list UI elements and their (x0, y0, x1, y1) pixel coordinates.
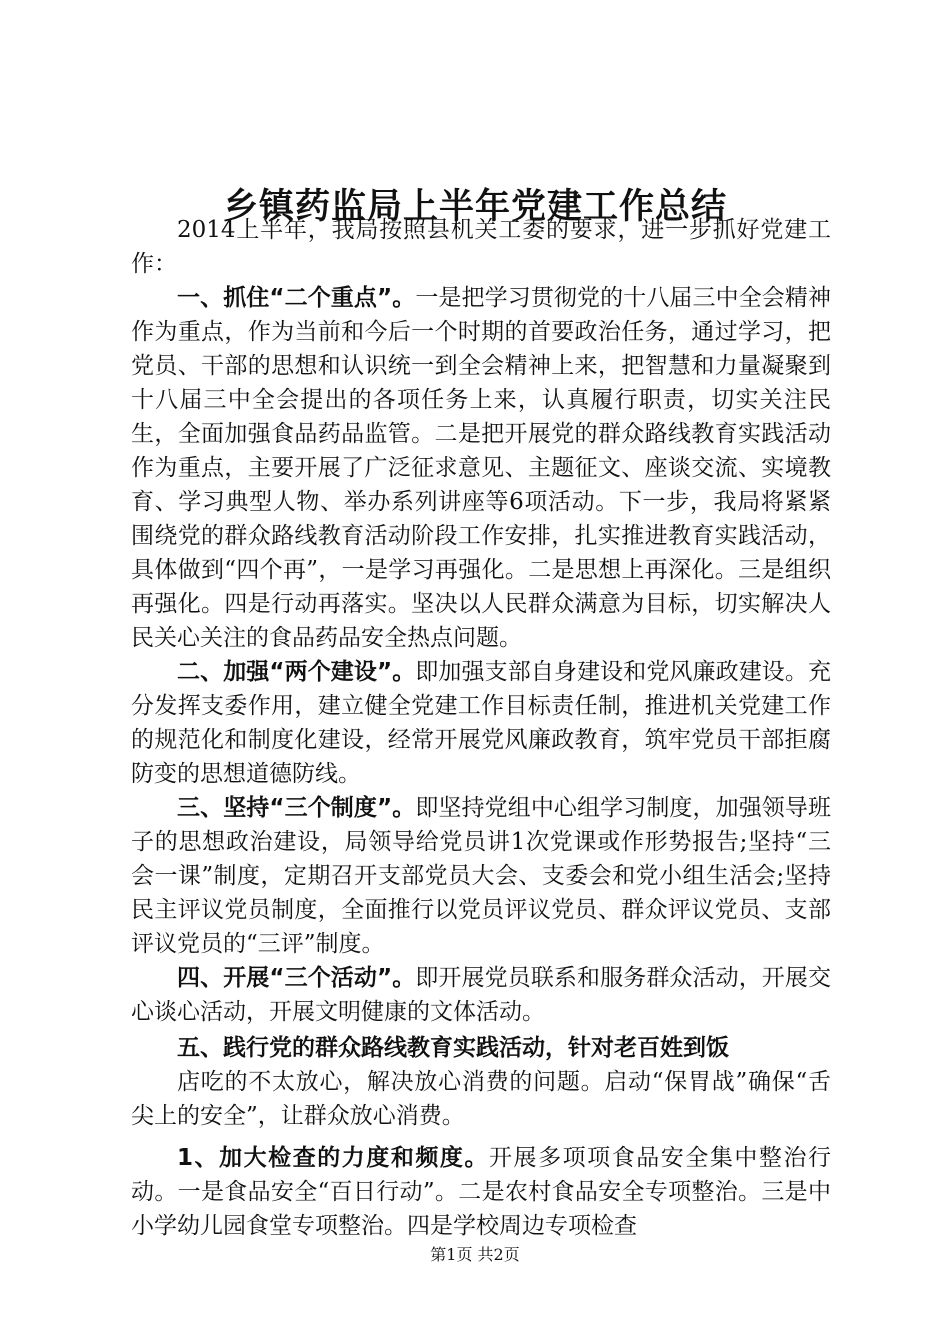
section-2-text: 即加强支部自身建设和党风廉政建设。充分发挥支委作用，建立健全党建工作目标责任制，推进机关党建工作的规范化和制度化建设，经常开展党风廉政教育，筑牢党员干部拒腐防变的思想道德防线。 (131, 659, 832, 787)
item-1-heading: 1、加大检查的力度和频度。 (177, 1145, 489, 1171)
page-footer: 第1页 共2页 (430, 1245, 520, 1264)
section-5-heading: 五、践行党的群众路线教育实践活动，针对老百姓到饭 (177, 1035, 729, 1061)
section-3-paragraph (131, 791, 831, 961)
section-2-paragraph (131, 655, 831, 791)
section-3-text: 即坚持党组中心组学习制度，加强领导班子的思想政治建设，局领导给党员讲1次党课或作形势报告;坚持“三会一课”制度，定期召开支部党员大会、支委会和党小组生活会;坚持民主评议党员制度，全面推行以党员评议党员、群众评议党员、支部评议党员的“三评”制度。 (131, 795, 832, 957)
section-4-text: 即开展党员联系和服务群众活动，开展交心谈心活动，开展文明健康的文体活动。 (131, 965, 832, 1025)
section-4-paragraph (131, 961, 831, 1029)
document-body (131, 213, 831, 1243)
section-2-heading: 二、加强“两个建设”。 (177, 659, 416, 685)
section-1-paragraph (131, 281, 831, 655)
item-1-text: 开展多项项食品安全集中整治行动。一是食品安全“百日行动”。二是农村食品安全专项整治。三是中小学幼儿园食堂专项整治。四是学校周边专项检查 (131, 1145, 831, 1239)
item-1-paragraph (131, 1141, 831, 1243)
document-title: 乡镇药监局上半年党建工作总结 (222, 186, 727, 227)
intro-paragraph: 2014上半年，我局按照县机关工委的要求，进一步抓好党建工作： (131, 217, 831, 277)
section-5-paragraph: 店吃的不太放心，解决放心消费的问题。启动“保胃战”确保“舌尖上的安全”，让群众放心消费。 (131, 1069, 831, 1129)
section-1-text: 一是把学习贯彻党的十八届三中全会精神作为重点，作为当前和今后一个时期的首要政治任务，通过学习，把党员、干部的思想和认识统一到全会精神上来，把智慧和力量凝聚到十八届三中全会提出的各项任务上来，认真履行职责，切实关注民生，全面加强食品药品监管。二是把开展党的群众路线教育实践活动作为重点，主要开展了广泛征求意见、主题征文、座谈交流、实境教育、学习典型人物、举办系列讲座等6项活动。下一步，我局将紧紧围绕党的群众路线教育活动阶段工作安排，扎实推进教育实践活动，具体做到“四个再”，一是学习再强化。二是思想上再深化。三是组织再强化。四是行动再落实。坚决以人民群众满意为目标，切实解决人民关心关注的食品药品安全热点问题。 (131, 285, 832, 651)
section-4-heading: 四、开展“三个活动”。 (177, 965, 416, 991)
section-1-heading: 一、抓住“二个重点”。 (177, 285, 416, 311)
section-5-heading-line (131, 1031, 831, 1065)
section-3-heading: 三、坚持“三个制度”。 (177, 795, 416, 821)
